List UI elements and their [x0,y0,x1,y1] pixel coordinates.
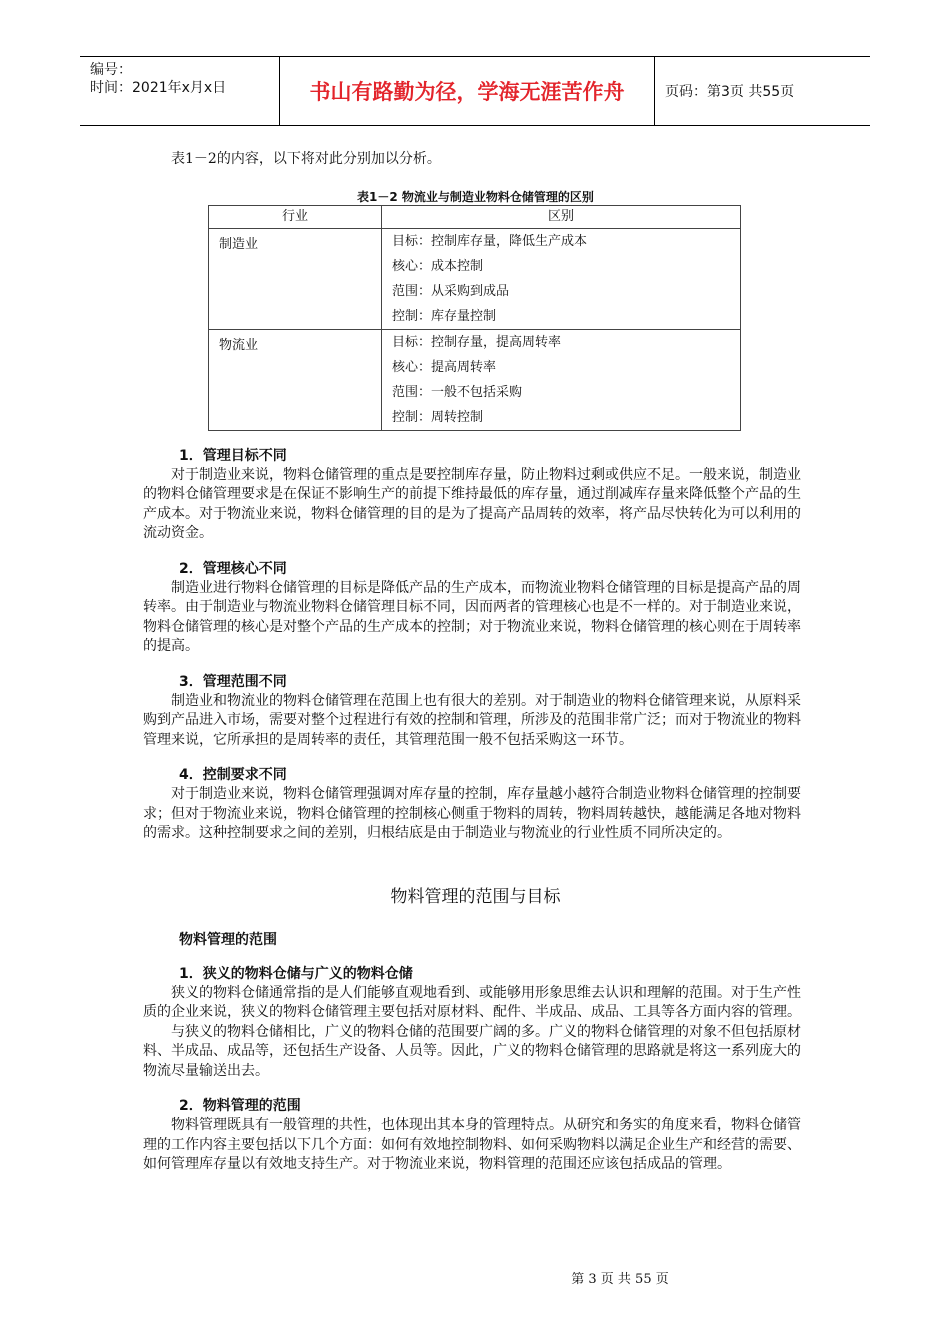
table-header-cell: 行业 [209,205,382,228]
serial-label: 编号： [90,62,132,78]
header-page-info: 页码：第3页 共55页 [665,84,795,100]
section-paragraph: 对于制造业来说，物料仓储管理的重点是要控制库存量，防止物料过剩或供应不足。一般来说，制造业的物料仓储管理要求是在保证不影响生产的前提下维持最低的库存量，通过削减库存量来降低整个产品的生产成本。对于物流业来说，物料仓储管理的目的是为了提高产品周转的效率，将产品尽快转化为可以利用的流动资金。 [143,466,801,541]
difference-item: 范围：从采购到成品 [392,283,510,299]
difference-cell [382,228,741,329]
header-meta [80,57,280,125]
date-label: 时间：2021年x月x日 [90,80,227,96]
section-paragraph: 对于制造业来说，物料仓储管理强调对库存量的控制，库存量越小越符合制造业物料仓储管理的控制要求；但对于物流业来说，物料仓储管理的控制核心侧重于物料的周转，物料周转越快，越能满足各地对物料的需求。这种控制要求之间的差别，归根结底是由于制造业与物流业的行业性质不同所决定的。 [143,786,801,841]
difference-item: 范围：一般不包括采购 [392,384,523,400]
header-motto: 书山有路勤为径，学海无涯苦作舟 [280,57,655,125]
table-caption: 表1－2 物流业与制造业物料仓储管理的区别 [357,189,594,204]
chapter-title: 物料管理的范围与目标 [390,886,561,907]
difference-item: 目标：控制存量，提高周转率 [392,334,562,350]
section-heading: 1．狭义的物料仓储与广义的物料仓储 [179,965,413,982]
section-heading: 4．控制要求不同 [179,767,287,783]
intro-paragraph: 表1－2的内容，以下将对此分别加以分析。 [171,151,441,167]
difference-item: 目标：控制库存量，降低生产成本 [392,233,588,249]
section-heading: 2．管理核心不同 [179,560,287,577]
section-paragraph: 物料管理既具有一般管理的共性，也体现出其本身的管理特点。从研究和务实的角度来看，物料仓储管理的工作内容主要包括以下几个方面：如何有效地控制物料、如何采购物料以满足企业生产和经营的需要、如何管理库存量以有效地支持生产。对于物流业来说，物料管理的范围还应该包括成品的管理。 [143,1117,801,1172]
page-footer: 第 3 页 共 55 页 [571,1272,669,1287]
industry-cell: 制造业 [209,228,382,329]
section-heading: 2．物料管理的范围 [179,1098,301,1114]
difference-item: 控制：库存量控制 [392,308,497,324]
table-header-row [209,205,741,228]
difference-cell [382,329,741,430]
difference-item: 核心：成本控制 [392,258,484,274]
section-paragraph: 制造业进行物料仓储管理的目标是降低产品的生产成本，而物流业物料仓储管理的目标是提高产品的周转率。由于制造业与物流业物料仓储管理目标不同，因而两者的管理核心也是不一样的。对于制造业来说，物料仓储管理的核心是对整个产品的生产成本的控制；对于物流业来说，物料仓储管理的核心则在于周转率的提高。 [143,579,801,654]
section-paragraph: 狭义的物料仓储通常指的是人们能够直观地看到、或能够用形象思维去认识和理解的范围。对于生产性质的企业来说，狭义的物料仓储管理主要包括对原材料、配件、半成品、成品、工具等各方面内容的管理。 [143,984,801,1020]
section-paragraph: 制造业和物流业的物料仓储管理在范围上也有很大的差别。对于制造业的物料仓储管理来说，从原料采购到产品进入市场，需要对整个过程进行有效的控制和管理，所涉及的范围非常广泛；而对于物流业的物料管理来说，它所承担的是周转率的责任，其管理范围一般不包括采购这一环节。 [143,692,801,748]
table-row [209,228,741,329]
document-body [143,150,808,1175]
table-row [209,329,741,430]
section-paragraph: 与狭义的物料仓储相比，广义的物料仓储的范围要广阔的多。广义的物料仓储管理的对象不但包括原材料、半成品、成品等，还包括生产设备、人员等。因此，广义的物料仓储管理的思路就是将这一系列庞大的物流尽量输送出去。 [143,1023,801,1079]
difference-item: 核心：提高周转率 [392,359,497,375]
section-heading: 1．管理目标不同 [179,447,287,464]
table-header-cell: 区别 [382,205,741,228]
page-header [80,56,870,126]
subsection-title: 物料管理的范围 [179,931,277,948]
industry-cell: 物流业 [209,329,382,430]
comparison-table [208,205,741,431]
section-heading: 3．管理范围不同 [179,673,287,690]
difference-item: 控制：周转控制 [392,409,484,425]
